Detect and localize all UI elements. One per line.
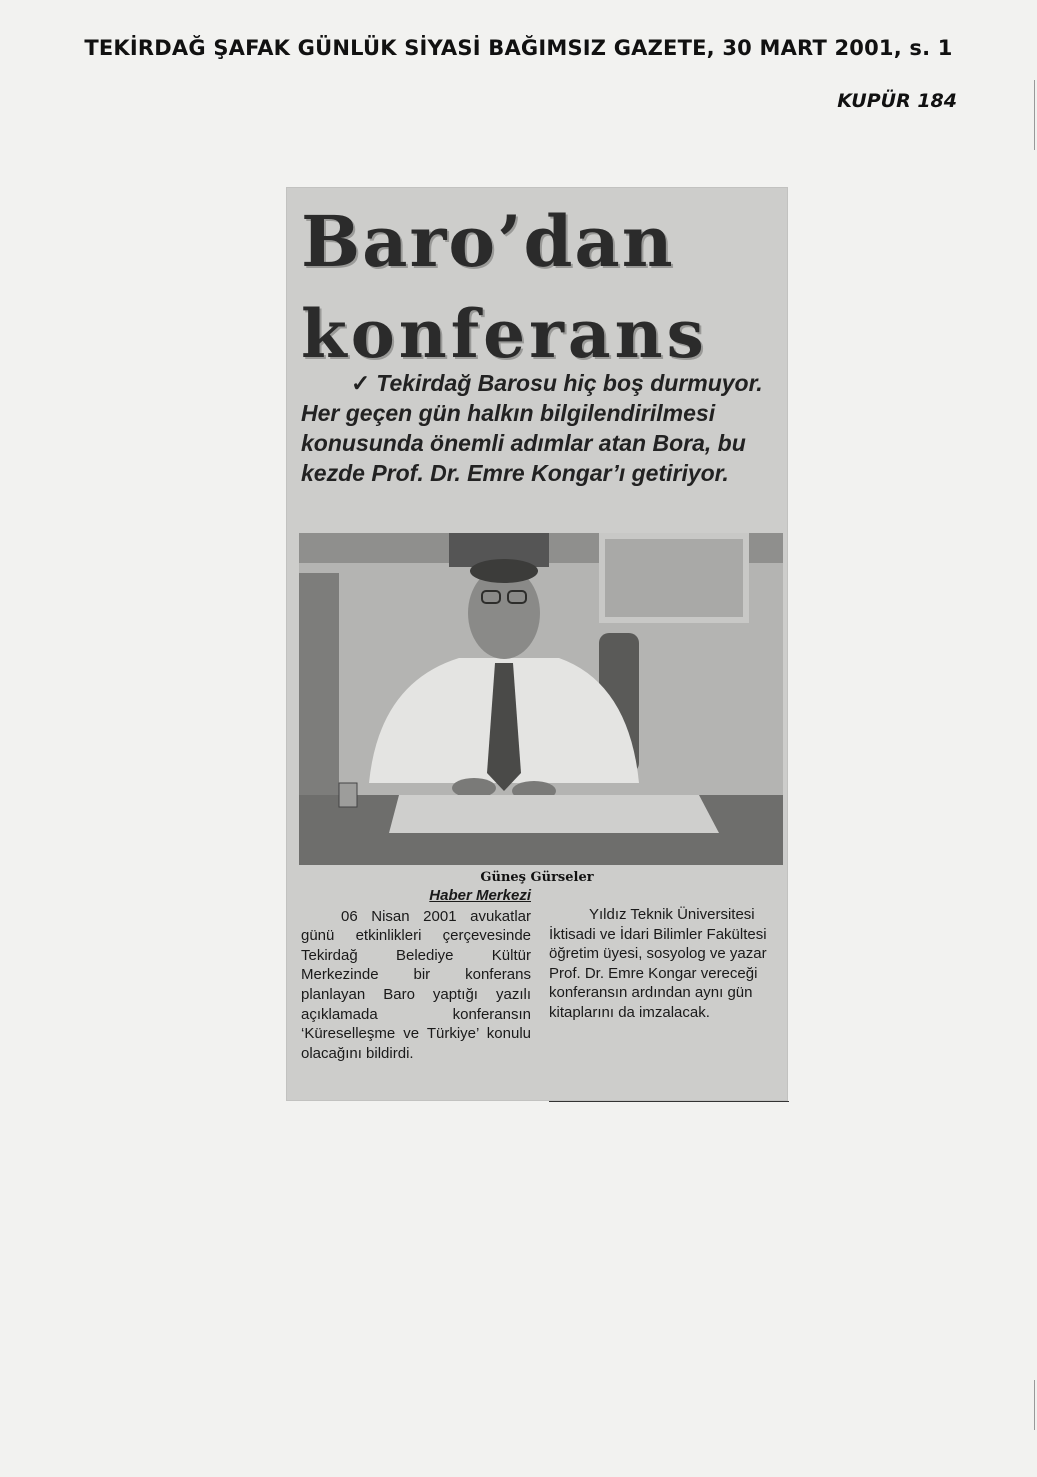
article-paragraph-1: 06 Nisan 2001 avukatlar günü etkinlikleri çerçevesinde Tekirdağ Belediye Kültür Merkezinde bir konferans planlayan Baro yaptığı yazılı açıklamada konferansın ‘Küreselleşme ve Türkiye’ konulu olacağını bildirdi. xyxy=(301,907,531,1062)
news-clipping xyxy=(287,188,787,1100)
scan-edge-line xyxy=(1034,80,1035,150)
article-column-left xyxy=(301,886,531,1063)
scan-edge-line xyxy=(1034,1380,1035,1430)
checkmark-icon: ✓ xyxy=(351,370,371,396)
clip-number: KUPÜR 184 xyxy=(837,90,957,112)
article-paragraph-2: Yıldız Teknik Üniversitesi İktisadi ve İdari Bilimler Fakültesi öğretim üyesi, sosyolog ve yazar Prof. Dr. Emre Kongar vereceği konferansın ardından aynı gün kitaplarını da imzalacak. xyxy=(549,906,767,1021)
article-photo xyxy=(299,533,783,865)
headline xyxy=(301,196,708,380)
headline-line-2: konferans xyxy=(301,295,708,373)
portrait-photo xyxy=(299,533,783,865)
lead-paragraph xyxy=(301,368,781,488)
headline-line-1: Baro’dan xyxy=(301,200,675,283)
lead-text: Tekirdağ Barosu hiç boş durmuyor. Her geçen gün halkın bilgilendirilmesi konusunda önemli adımlar atan Bora, bu kezde Prof. Dr. Emre Kongar’ı getiriyor. xyxy=(301,370,763,486)
article-column-right xyxy=(549,905,779,1023)
page-header: TEKİRDAĞ ŞAFAK GÜNLÜK SİYASİ BAĞIMSIZ GAZETE, 30 MART 2001, s. 1 xyxy=(84,36,953,60)
photo-credit: Güneş Gürseler xyxy=(480,870,594,885)
end-rule xyxy=(549,1101,789,1102)
byline: Haber Merkezi xyxy=(429,887,531,904)
